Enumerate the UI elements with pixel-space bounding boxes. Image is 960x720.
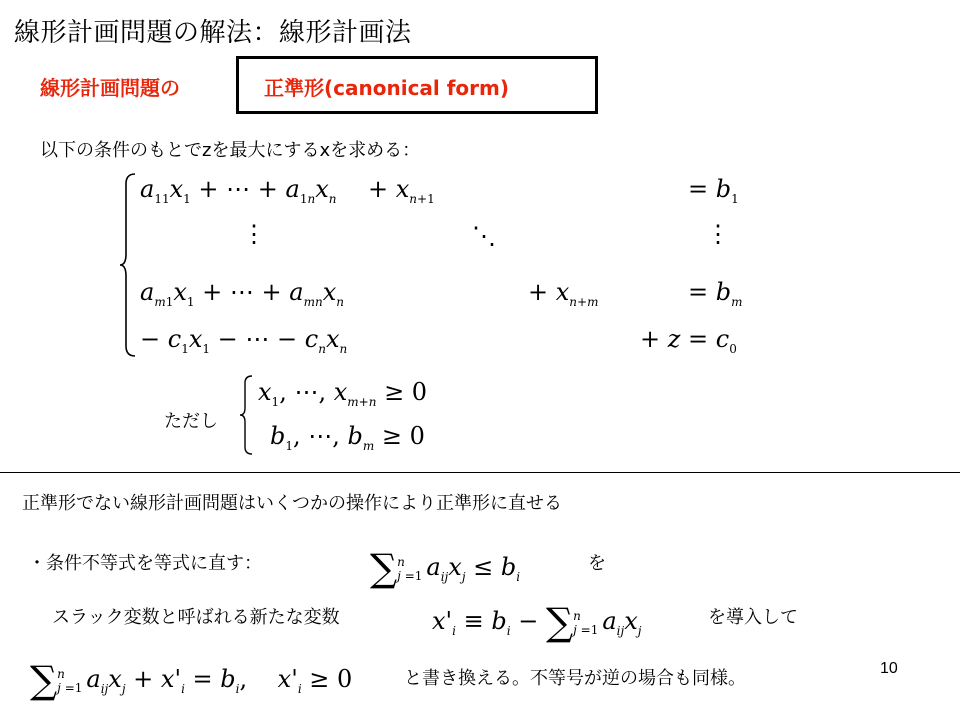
equation-row-3-left: $a_{m1}x_1$ + ⋯ + $a_{mn}x_n$ [140, 278, 344, 309]
bullet-suffix: を [588, 553, 606, 574]
equation-row-1-middle: + $x_{n+1}$ [368, 175, 435, 206]
condition-label: ただし [164, 411, 218, 432]
condition-2: $b_1$, ⋯, $b_m \ge 0$ [270, 422, 425, 453]
rewritten-equality-formula: ∑ n j =1 $a_{ij}x_j + x'_i = b_i$, $x'_i \ge 0$ [30, 658, 353, 702]
page-title: 線形計画問題の解法：線形計画法 [14, 18, 412, 48]
inequality-formula: ∑ n j =1 $a_{ij}x_j \le b_i$ [370, 546, 521, 590]
equation-row-1-left: $a_{11}x_1$ + ⋯ + $a_{1n}x_n$ [140, 175, 337, 206]
slack-definition-formula: $x'_i \equiv b_i$ − ∑ n j =1 $a_{ij}x_j$ [432, 600, 642, 644]
vdots-right: ⋮ [706, 220, 730, 248]
slack-suffix: を導入して [708, 607, 798, 628]
canonical-conversion-sentence: 正準形でない線形計画問題はいくつかの操作により正準形に直せる [22, 493, 562, 514]
canonical-heading: 線形計画問題の [40, 76, 180, 100]
equation-row-1-right: = $b_1$ [688, 175, 739, 206]
equation-row-4-right: = $c_0$ [688, 325, 737, 356]
final-suffix: と書き換える。不等号が逆の場合も同様。 [404, 668, 746, 689]
page-number: 10 [880, 660, 898, 677]
equation-row-4-left: − $c_1x_1$ − ⋯ − $c_nx_n$ [140, 325, 348, 356]
condition-brace [238, 374, 254, 456]
bullet-inequality-to-equality: ・条件不等式を等式に直す： [28, 553, 262, 574]
slack-variable-text: スラック変数と呼ばれる新たな変数 [52, 607, 340, 628]
equation-row-3-middle: + $x_{n+m}$ [528, 278, 599, 309]
vdots-left: ⋮ [242, 220, 266, 248]
intro-text: 以下の条件のもとでzを最大にするxを求める： [40, 140, 421, 161]
canonical-box-text: 正準形(canonical form) [264, 76, 510, 100]
ddots-middle: ⋱ [472, 222, 496, 250]
system-brace [118, 172, 138, 358]
equation-row-4-middle: + z [640, 325, 681, 353]
equation-row-3-right: = $b_m$ [688, 278, 743, 309]
section-divider [0, 472, 960, 473]
condition-1: $x_1$, ⋯, $x_{m+n} \ge 0$ [258, 378, 428, 409]
